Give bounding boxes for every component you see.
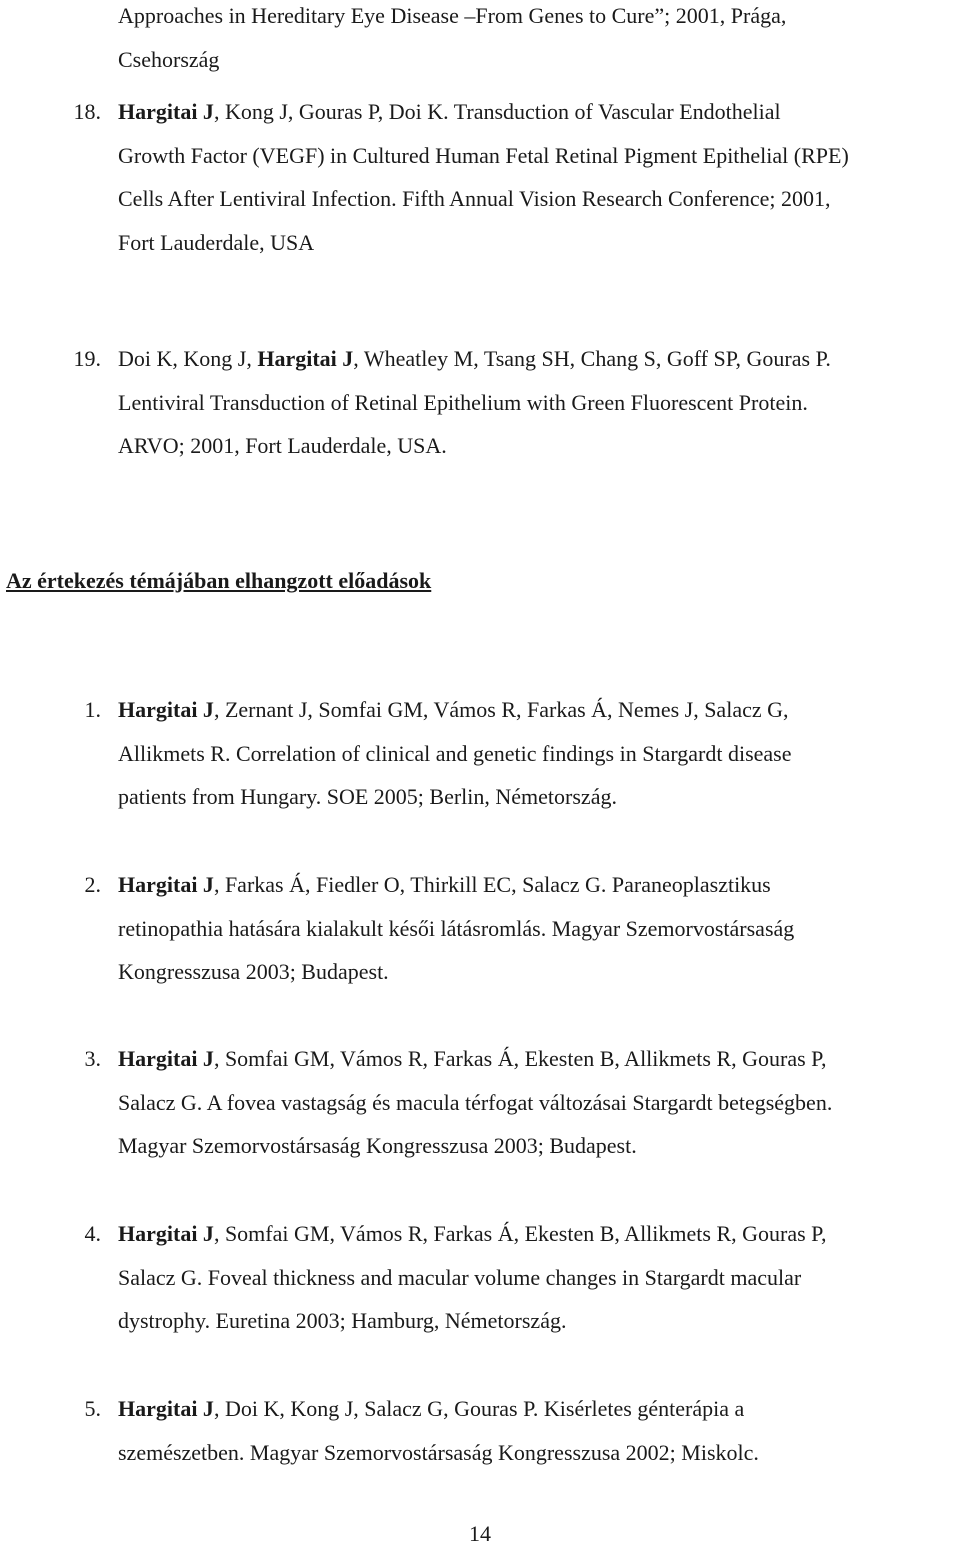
talk-line: Magyar Szemorvostársaság Kongresszusa 2003; Budapest. [118,1133,637,1158]
reference-number: 18. [73,99,101,124]
reference-text [118,337,948,468]
talk-line: Kongresszusa 2003; Budapest. [118,959,389,984]
talk-line: Hargitai J, Zernant J, Somfai GM, Vámos R, Farkas Á, Nemes J, Salacz G, [118,697,789,722]
talk-text [118,1212,948,1343]
reference-text [118,90,948,264]
reference-line: ARVO; 2001, Fort Lauderdale, USA. [118,433,447,458]
talk-line: Salacz G. Foveal thickness and macular volume changes in Stargardt macular [118,1264,802,1290]
author-bold: Hargitai J [118,1396,214,1421]
continuation-line: Csehország [118,46,220,72]
continuation-line: Approaches in Hereditary Eye Disease –From Genes to Cure”; 2001, Prága, [118,3,787,28]
talk-text [118,1037,948,1168]
talk-text [118,863,948,994]
reference-line: Hargitai J, Kong J, Gouras P, Doi K. Transduction of Vascular Endothelial [118,99,781,124]
continuation-text [118,0,948,81]
author-bold: Hargitai J [257,346,354,371]
talk-line: patients from Hungary. SOE 2005; Berlin, Németország. [118,784,617,809]
reference-number: 19. [73,346,101,371]
author-bold: Hargitai J [118,1046,214,1071]
reference-line: Fort Lauderdale, USA [118,229,315,255]
section-heading: Az értekezés témájában elhangzott előadások [6,568,432,593]
talk-number: 2. [84,872,101,897]
talk-number: 3. [84,1046,101,1071]
talk-number: 1. [84,697,101,722]
page-number: 14 [469,1521,491,1546]
reference-line: Growth Factor (VEGF) in Cultured Human Fetal Retinal Pigment Epithelial (RPE) [118,142,849,168]
talk-line: Hargitai J, Doi K, Kong J, Salacz G, Gouras P. Kisérletes génterápia a [118,1396,745,1421]
talk-line: Salacz G. A fovea vastagság és macula térfogat változásai Stargardt betegségben. [118,1089,833,1115]
talk-number: 4. [84,1221,101,1246]
reference-line: Cells After Lentiviral Infection. Fifth Annual Vision Research Conference; 2001, [118,186,831,211]
talk-line: Hargitai J, Somfai GM, Vámos R, Farkas Á, Ekesten B, Allikmets R, Gouras P, [118,1221,827,1246]
talk-line: dystrophy. Euretina 2003; Hamburg, Németország. [118,1308,567,1333]
talk-line: Hargitai J, Farkas Á, Fiedler O, Thirkill EC, Salacz G. Paraneoplasztikus [118,872,771,897]
reference-line: Doi K, Kong J, Hargitai J, Wheatley M, Tsang SH, Chang S, Goff SP, Gouras P. [118,346,831,371]
author-bold: Hargitai J [118,697,214,722]
talk-line: szemészetben. Magyar Szemorvostársaság Kongresszusa 2002; Miskolc. [118,1439,759,1465]
reference-line: Lentiviral Transduction of Retinal Epithelium with Green Fluorescent Protein. [118,389,808,415]
author-bold: Hargitai J [118,872,214,897]
talk-text [118,688,948,819]
talk-text [118,1387,948,1474]
author-bold: Hargitai J [118,99,214,124]
talk-line: Hargitai J, Somfai GM, Vámos R, Farkas Á, Ekesten B, Allikmets R, Gouras P, [118,1046,827,1071]
author-bold: Hargitai J [118,1221,214,1246]
talk-line: retinopathia hatására kialakult késői látásromlás. Magyar Szemorvostársaság [118,915,795,941]
talk-number: 5. [84,1396,101,1421]
talk-line: Allikmets R. Correlation of clinical and genetic findings in Stargardt disease [118,740,792,766]
